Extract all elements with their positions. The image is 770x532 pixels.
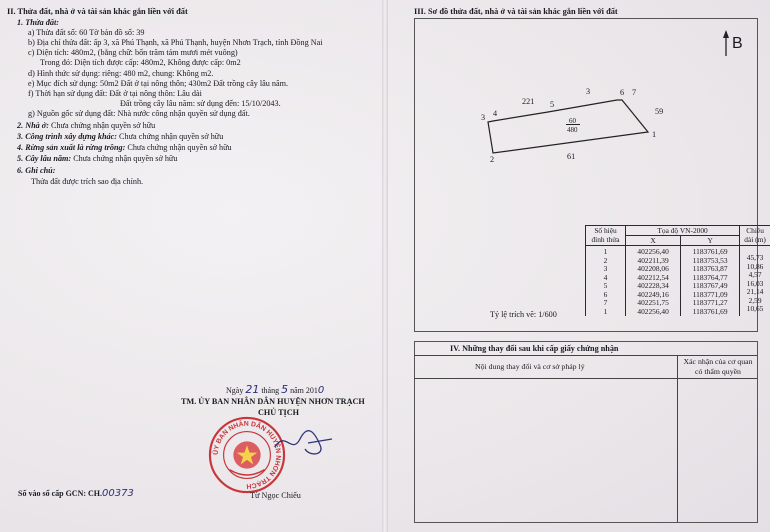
house-value: Chưa chứng nhận quyền sở hữu	[50, 121, 156, 130]
construction-title: 3. Công trình xây dựng khác:	[17, 132, 117, 141]
forest-row	[17, 143, 232, 153]
date-year-label: năm 201	[290, 386, 318, 395]
authority-title: CHỦ TỊCH	[258, 408, 300, 417]
notes-value: Thửa đất được trích sao địa chính.	[31, 177, 144, 186]
dim-upper-right: 3	[586, 87, 591, 96]
dim-bottom: 61	[567, 152, 576, 161]
coordinate-table	[585, 225, 770, 316]
table-row: 1 2 3 4 5 6 7 1 402256,40 402211,39 402208,06 402212,54 402228,34 402249,16 402251,75 402256,40 1183761,69 1183753,53 1183763,87 1183764,77 1183767,49 1183771,09 1183771,27 1183761,69 45,73 10,86 4,57 16,03 21,14 2,59 10,65	[586, 246, 770, 317]
usage-term-detail: Đất trồng cây lâu năm: sử dụng đến: 15/10/2043.	[120, 99, 281, 108]
point-7: 7	[632, 88, 637, 97]
north-label: B	[732, 35, 743, 52]
signer-name: Từ Ngọc Chiếu	[250, 491, 301, 500]
signature	[270, 425, 340, 465]
right-panel	[390, 0, 770, 532]
usage-term: f) Thời hạn sử dụng đất: Đất ở tại nông thôn: Lâu dài	[28, 89, 202, 98]
date-day: 21	[245, 383, 260, 396]
cert-register	[18, 489, 134, 499]
seal-text: ỦY BAN NHÂN DÂN HUYỆN NHƠN TRẠCH	[212, 420, 282, 490]
notes-title: 6. Ghi chú:	[17, 166, 56, 175]
issue-date	[226, 385, 324, 396]
cert-label: Số vào sổ cấp GCN: CH.	[18, 489, 103, 498]
forest-title: 4. Rừng sản xuất là rừng trồng:	[17, 143, 126, 152]
header-y: Y	[681, 236, 740, 246]
trees-title: 5. Cây lâu năm:	[17, 154, 72, 163]
land-parcel-title: 1. Thửa đất:	[17, 18, 59, 27]
header-x: X	[626, 236, 681, 246]
house-row	[17, 121, 155, 131]
section-iv-heading: IV. Những thay đổi sau khi cấp giấy chứng nhận	[450, 344, 619, 353]
parcel-area-detail: Trong đó: Diện tích được cấp: 480m2, Không được cấp: 0m2	[40, 58, 241, 67]
trees-value: Chưa chứng nhận quyền sở hữu	[73, 154, 178, 163]
forest-value: Chưa chứng nhận quyền sở hữu	[127, 143, 232, 152]
date-month: 5	[281, 383, 289, 396]
point-3: 3	[481, 113, 486, 122]
column-authority: Xác nhận của cơ quan có thẩm quyền	[683, 357, 753, 376]
point-4: 4	[493, 109, 498, 118]
usage-purpose: e) Mục đích sử dụng: 50m2 Đất ở tại nông thôn; 430m2 Đất trồng cây lâu năm.	[28, 79, 289, 88]
parcel-address: b) Địa chỉ thửa đất: ấp 3, xã Phú Thạnh, xã Phú Thạnh, huyện Nhơn Trạch, tỉnh Đồng Nai	[28, 38, 323, 47]
header-point: Số hiệu đỉnh thửa	[586, 226, 626, 246]
left-panel	[0, 0, 382, 532]
usage-form: d) Hình thức sử dụng: riêng: 480 m2, chung: Không m2.	[28, 69, 214, 78]
header-coord: Tọa độ VN-2000	[626, 226, 740, 236]
point-6: 6	[620, 88, 625, 97]
date-year-last: 0	[317, 385, 325, 396]
date-month-label: tháng	[261, 386, 280, 395]
construction-row	[17, 132, 223, 142]
point-1: 1	[652, 130, 657, 139]
trees-row	[17, 154, 177, 164]
page-fold	[382, 0, 388, 532]
point-5: 5	[550, 100, 555, 109]
point-2: 2	[490, 155, 495, 164]
header-length: Chiều dài (m)	[740, 226, 770, 246]
column-change-content: Nội dung thay đổi và cơ sở pháp lý	[475, 362, 585, 371]
section-ii-heading: II. Thửa đất, nhà ở và tài sản khác gắn liền với đất	[7, 7, 188, 16]
section-iii-heading: III. Sơ đồ thửa đất, nhà ở và tài sản khác gắn liền với đất	[414, 7, 618, 16]
house-title: 2. Nhà ở:	[17, 121, 49, 130]
scale-label: Tỷ lệ trích vẽ: 1/600	[490, 310, 557, 319]
authority-line: TM. ỦY BAN NHÂN DÂN HUYỆN NHƠN TRẠCH	[181, 397, 365, 406]
parcel-number: a) Thửa đất số: 60 Tờ bản đồ số: 39	[28, 28, 145, 37]
dim-right: 59	[655, 107, 664, 116]
parcel-area: c) Diện tích: 480m2, (bằng chữ: bốn trăm tám mươi mét vuông)	[28, 48, 238, 57]
construction-value: Chưa chứng nhận quyền sở hữu	[119, 132, 224, 141]
dim-top: 221	[522, 97, 535, 106]
plot-area: 480	[567, 126, 578, 134]
plot-number: 60	[569, 117, 576, 125]
usage-origin: g) Nguồn gốc sử dụng đất: Nhà nước công nhận quyền sử dụng đất.	[28, 109, 250, 118]
cert-number: 00373	[102, 488, 134, 499]
date-prefix: Ngày	[226, 386, 244, 395]
